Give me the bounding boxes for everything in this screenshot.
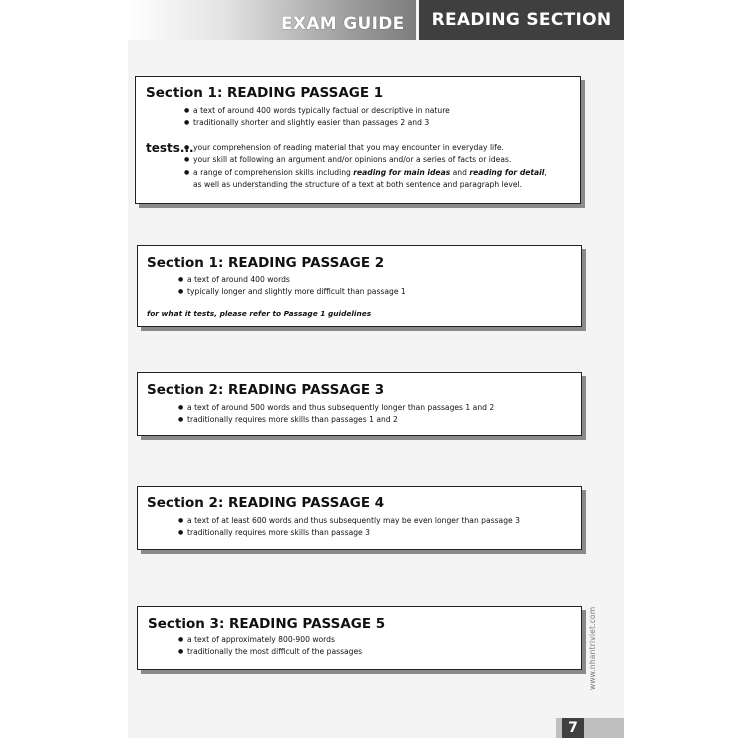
- list-item: ● a text of around 400 words typically factual or descriptive in nature: [184, 105, 450, 117]
- skills-suffix: ,: [544, 167, 547, 177]
- list-item: ● a text of approximately 800-900 words: [178, 634, 362, 646]
- section-box-passage-3: [137, 372, 582, 436]
- skills-mid: and: [450, 167, 470, 177]
- skill-emphasis: reading for detail: [469, 167, 545, 177]
- list-item: ● your comprehension of reading material that you may encounter in everyday life.: [184, 142, 547, 154]
- list-item: ● traditionally requires more skills than passage 3: [178, 527, 520, 539]
- bullet-list: [184, 105, 450, 130]
- skill-emphasis: reading for main ideas: [353, 167, 451, 177]
- section-title: Section 2: READING PASSAGE 4: [147, 495, 385, 511]
- section-box-passage-1: [135, 76, 581, 204]
- section-box-passage-2: [137, 245, 582, 327]
- list-item: ● typically longer and slightly more difficult than passage 1: [178, 286, 406, 298]
- section-title: Section 1: READING PASSAGE 1: [146, 85, 384, 101]
- exam-guide-tab: EXAM GUIDE: [281, 14, 405, 34]
- list-item: ● a text of around 500 words and thus subsequently longer than passages 1 and 2: [178, 402, 494, 414]
- section-box-passage-5: [137, 606, 582, 670]
- website-url: www.nhantriviet.com: [588, 606, 597, 690]
- bullet-list: [178, 402, 494, 427]
- tests-bullet-list: [184, 142, 547, 179]
- list-item: [184, 167, 547, 179]
- list-item: ● traditionally requires more skills than passages 1 and 2: [178, 414, 494, 426]
- bullet-list: [178, 274, 406, 299]
- bullet-list: [178, 515, 520, 540]
- list-item: ● traditionally the most difficult of the passages: [178, 646, 362, 658]
- reading-section-tab: [416, 0, 624, 40]
- section-title: Section 2: READING PASSAGE 3: [147, 382, 385, 398]
- refer-note: for what it tests, please refer to Passage 1 guidelines: [147, 309, 372, 318]
- reading-section-label: READING SECTION: [431, 10, 612, 30]
- page-number: 7: [562, 718, 584, 738]
- section-box-passage-4: [137, 486, 582, 550]
- list-item: ● traditionally shorter and slightly easier than passages 2 and 3: [184, 117, 450, 129]
- bullet-list: [178, 634, 362, 659]
- tests-label: tests...: [146, 141, 194, 155]
- skills-line-2: as well as understanding the structure of a text at both sentence and paragraph level.: [193, 180, 523, 189]
- section-title: Section 3: READING PASSAGE 5: [148, 616, 386, 632]
- list-item: ● your skill at following an argument and/or opinions and/or a series of facts or ideas.: [184, 154, 547, 166]
- skills-prefix: a range of comprehension skills including: [193, 167, 354, 177]
- section-title: Section 1: READING PASSAGE 2: [147, 255, 385, 271]
- list-item: ● a text of at least 600 words and thus subsequently may be even longer than passage 3: [178, 515, 520, 527]
- list-item: ● a text of around 400 words: [178, 274, 406, 286]
